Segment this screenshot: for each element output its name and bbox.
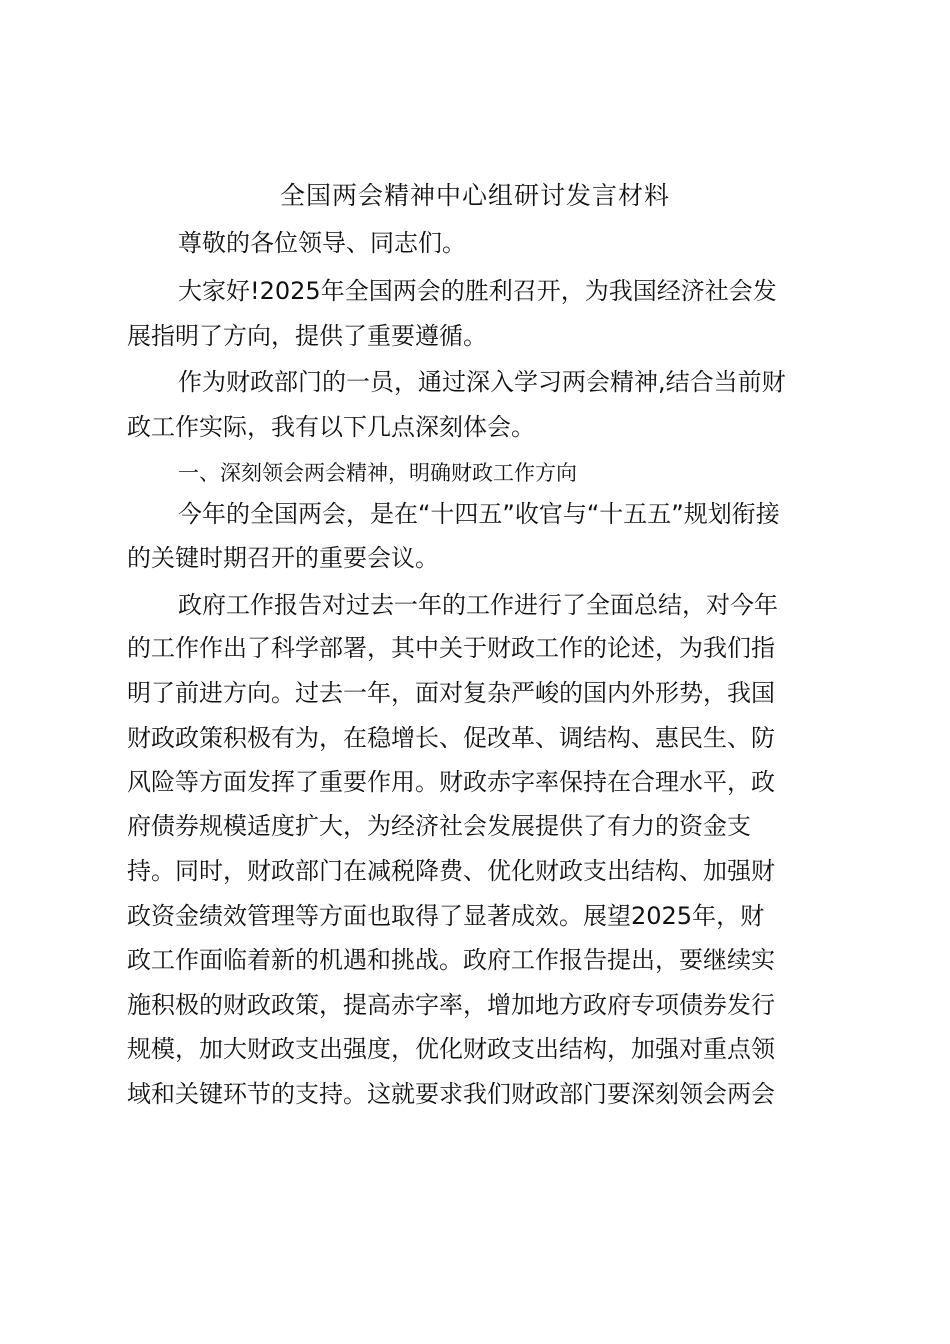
paragraph-line: 的关键时期召开的重要会议。 (127, 544, 439, 572)
paragraph-line: 明了前进方向。过去一年，面对复杂严峻的国内外形势，我国 (127, 679, 775, 707)
paragraph-line: 施积极的财政政策，提高赤字率，增加地方政府专项债券发行 (127, 991, 775, 1019)
paragraph-line: 政工作实际，我有以下几点深刻体会。 (127, 413, 535, 441)
paragraph-line: 持。同时，财政部门在减税降费、优化财政支出结构、加强财 (127, 857, 775, 885)
paragraph-line: 今年的全国两会，是在“十四五”收官与“十五五”规划衔接 (178, 500, 780, 528)
paragraph-line: 展指明了方向，提供了重要遵循。 (127, 322, 487, 350)
paragraph-line: 的工作作出了科学部署，其中关于财政工作的论述，为我们指 (127, 634, 775, 662)
paragraph-line: 府债券规模适度扩大，为经济社会发展提供了有力的资金支 (127, 812, 751, 840)
paragraph-line: 作为财政部门的一员，通过深入学习两会精神,结合当前财 (178, 368, 786, 396)
document-title: 全国两会精神中心组研讨发言材料 (279, 181, 670, 210)
section-heading: 一、深刻领会两会精神，明确财政工作方向 (178, 461, 577, 485)
paragraph-line: 政工作面临着新的机遇和挑战。政府工作报告提出，要继续实 (127, 946, 775, 974)
paragraph-line: 规模，加大财政支出强度，优化财政支出结构，加强对重点领 (127, 1035, 775, 1063)
paragraph-line: 域和关键环节的支持。这就要求我们财政部门要深刻领会两会 (127, 1080, 775, 1108)
paragraph-line: 风险等方面发挥了重要作用。财政赤字率保持在合理水平，政 (127, 768, 775, 796)
paragraph-line: 大家好!2025年全国两会的胜利召开，为我国经济社会发 (178, 277, 777, 305)
paragraph-line: 政资金绩效管理等方面也取得了显著成效。展望2025年，财 (127, 902, 765, 930)
salutation-line: 尊敬的各位领导、同志们。 (178, 229, 466, 257)
paragraph-line: 财政政策积极有为，在稳增长、促改革、调结构、惠民生、防 (127, 724, 775, 752)
paragraph-line: 政府工作报告对过去一年的工作进行了全面总结，对今年 (178, 591, 778, 619)
